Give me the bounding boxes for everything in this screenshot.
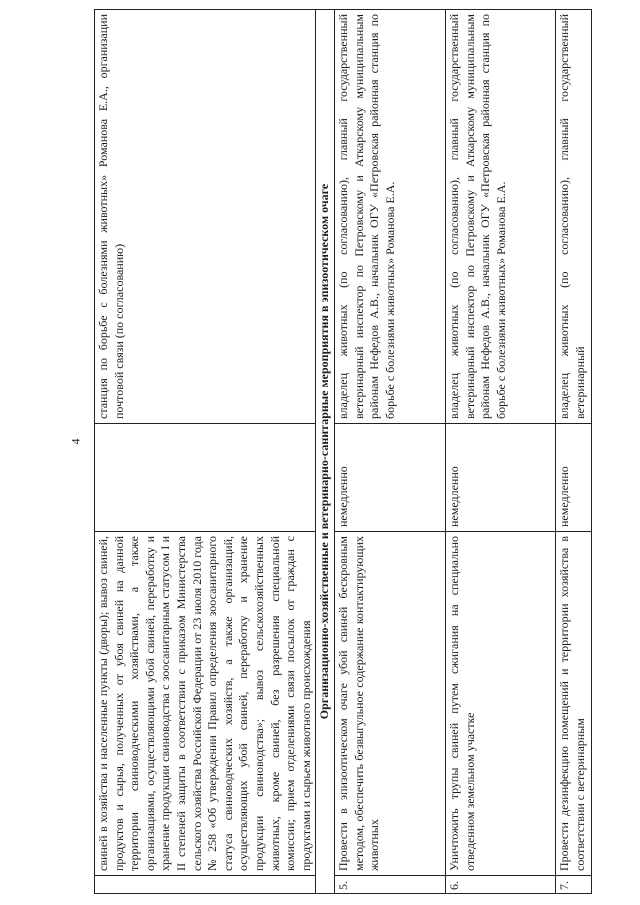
term-cell: немедленно xyxy=(445,424,555,532)
term-cell: немедленно xyxy=(334,424,445,532)
responsible-cell: владелец животных (по согласованию), главный государственный ветеринарный инспектор по Петровскому и Аткарскому муниципальным районам Нефедов А.В., начальник ОГУ «Петровская районная станция по борьбе с болезнями животных» Романова Е.А. xyxy=(334,10,445,424)
term-cell: немедленно xyxy=(555,424,591,532)
section-row xyxy=(316,10,335,894)
term-cell xyxy=(95,424,316,532)
table-row xyxy=(445,10,555,894)
table-row xyxy=(334,10,445,894)
measure-cell: свиней в хозяйства и населенные пункты (дворы); вывоз свиней, продуктов и сырья, полученных от убоя свиней на данной территории свиноводческими хозяйствами, а также организациями, осуществляющими убой свиней, переработку и хранение продукции свиноводства с зоосанитарным статусом I и II степеней защиты в соответствии с приказом Министерства сельского хозяйства Российской Федерации от 23 июля 2010 года № 258 «Об утверждении Правил определения зоосанитарного статуса свиноводческих хозяйств, а также организаций, осуществляющих убой свиней, переработку и хранение продукции свиноводства»; вывоз сельскохозяйственных животных, кроме свиней, без разрешения специальной комиссии; прием отделениями связи посылок от граждан с продуктами и сырьем животного происхождения xyxy=(95,532,316,876)
responsible-cell: владелец животных (по согласованию), главный государственный ветеринарный xyxy=(555,10,591,424)
measure-cell: Провести в эпизоотическом очаге убой свиней бескровным методом, обеспечить безвыгульное содержание контактирующих животных xyxy=(334,532,445,876)
table-row xyxy=(555,10,591,894)
table-row xyxy=(95,10,316,894)
row-number: 7. xyxy=(555,876,591,894)
page-number: 4 xyxy=(68,438,83,445)
section-title: Организационно-хозяйственные и ветеринарно-санитарные мероприятия в эпизоотическом очаге xyxy=(316,10,335,894)
responsible-cell: станция по борьбе с болезнями животных» Романова Е.А., организации почтовой связи (по согласованию) xyxy=(95,10,316,424)
row-number: 5. xyxy=(334,876,445,894)
measures-table xyxy=(94,9,592,894)
measure-cell: Провести дезинфекцию помещений и территории хозяйства в соответствии с ветеринарным xyxy=(555,532,591,876)
row-number xyxy=(95,876,316,894)
rotated-page-content xyxy=(94,10,626,894)
row-number: 6. xyxy=(445,876,555,894)
measure-cell: Уничтожить трупы свиней путем сжигания на специально отведенном земельном участке xyxy=(445,532,555,876)
responsible-cell: владелец животных (по согласованию), главный государственный ветеринарный инспектор по Петровскому и Аткарскому муниципальным районам Нефедов А.В., начальник ОГУ «Петровская районная станция по борьбе с болезнями животных» Романова Е.А. xyxy=(445,10,555,424)
